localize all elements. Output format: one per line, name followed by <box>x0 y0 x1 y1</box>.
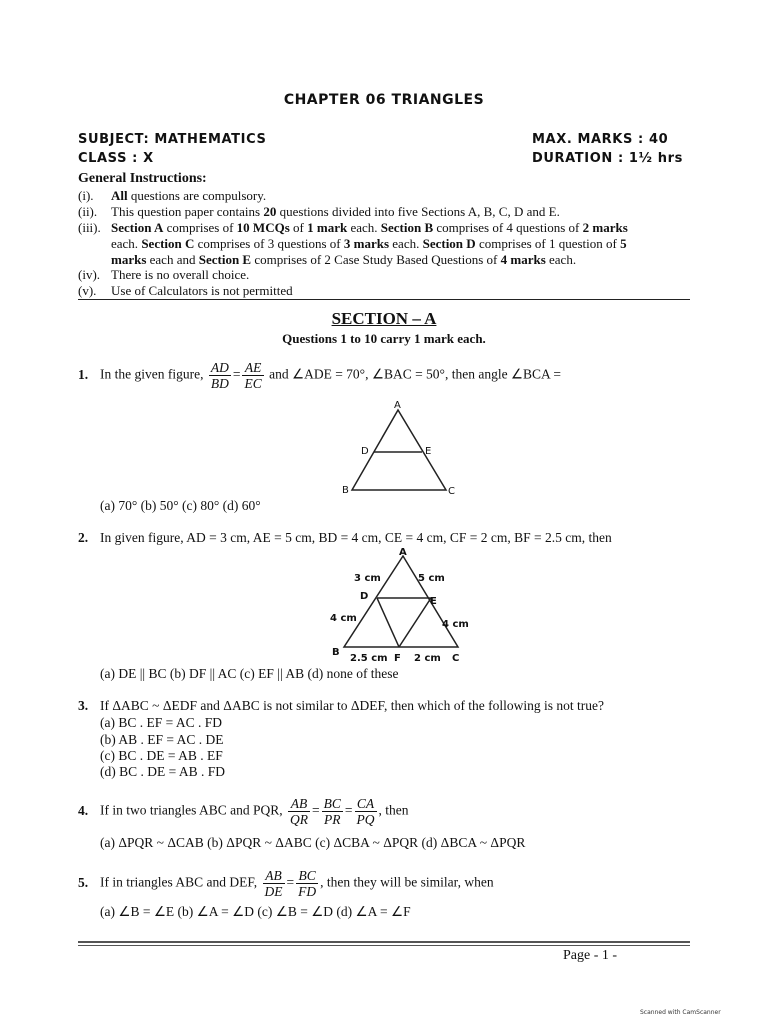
max-marks-label: MAX. MARKS : 40 <box>532 132 669 147</box>
subject-label: SUBJECT: MATHEMATICS <box>78 132 267 147</box>
fraction <box>242 360 263 391</box>
question-text: If in two triangles ABC and PQR, <box>100 802 283 818</box>
instruction-v <box>78 283 293 299</box>
vertex-label-d: D <box>361 446 369 457</box>
instruction-ii <box>78 204 560 220</box>
question-1 <box>78 360 698 391</box>
length-label-ae: 5 cm <box>418 573 445 584</box>
length-label-bd: 4 cm <box>330 613 357 624</box>
instruction-number: (i). <box>78 188 94 203</box>
instruction-number: (v). <box>78 283 97 298</box>
denominator: DE <box>264 884 283 899</box>
instruction-i <box>78 188 266 204</box>
instruction-text: of <box>289 220 308 235</box>
instruction-text: This question paper contains <box>111 204 264 219</box>
question-3-option-d: (d) BC . DE = AB . FD <box>100 764 226 779</box>
denominator: QR <box>290 812 308 827</box>
triangle-figure-2 <box>320 543 470 668</box>
question-number: 4. <box>78 802 89 818</box>
equals-sign: = <box>286 874 295 890</box>
question-4 <box>78 796 409 827</box>
bold-text: 4 marks <box>500 252 546 267</box>
scanner-watermark: Scanned with CamScanner <box>640 1009 721 1016</box>
bold-text: Section A <box>111 220 164 235</box>
numerator: AE <box>242 360 263 376</box>
instruction-text: questions divided into five Sections A, B, C, D and E. <box>276 204 560 219</box>
question-text: In given figure, AD = 3 cm, AE = 5 cm, BD = 4 cm, CE = 4 cm, CF = 2 cm, BF = 2.5 cm, then <box>100 530 612 545</box>
instructions-heading: General Instructions: <box>78 171 207 186</box>
question-3-option-c: (c) BC . DE = AB . EF <box>100 748 223 763</box>
numerator: CA <box>355 796 377 812</box>
question-1-options: (a) 70° (b) 50° (c) 80° (d) 60° <box>100 498 261 513</box>
fraction <box>288 796 310 827</box>
question-text: If ΔABC ~ ΔEDF and ΔABC is not similar to ΔDEF, then which of the following is not true? <box>100 698 605 713</box>
question-text: , then <box>378 802 409 818</box>
fraction <box>322 796 343 827</box>
vertex-label-c: C <box>448 486 455 497</box>
question-number: 2. <box>78 530 89 545</box>
question-5 <box>78 868 494 899</box>
instruction-iii-line3 <box>111 252 576 268</box>
vertex-label-e: E <box>430 596 437 607</box>
footer-divider <box>78 945 690 946</box>
question-text: If in triangles ABC and DEF, <box>100 874 258 890</box>
vertex-label-f: F <box>394 653 401 664</box>
instruction-iv <box>78 267 249 283</box>
triangle-figure-1 <box>330 398 470 498</box>
question-number: 3. <box>78 698 89 713</box>
bold-text: Section E <box>198 252 252 267</box>
question-5-options: (a) ∠B = ∠E (b) ∠A = ∠D (c) ∠B = ∠D (d) ∠A = ∠F <box>100 904 411 919</box>
vertex-label-c: C <box>452 653 460 664</box>
bold-text: Section D <box>422 236 476 251</box>
bold-text: 3 marks <box>343 236 390 251</box>
numerator: BC <box>296 868 318 884</box>
equals-sign: = <box>232 366 241 382</box>
vertex-label-d: D <box>360 591 369 602</box>
duration-label: DURATION : 1½ hrs <box>532 151 683 166</box>
bold-text: marks <box>111 252 147 267</box>
instruction-text: questions are compulsory. <box>127 188 267 203</box>
class-label: CLASS : X <box>78 151 154 166</box>
segment-df <box>377 598 399 647</box>
fraction <box>355 796 377 827</box>
vertex-label-b: B <box>342 485 349 496</box>
instruction-number: (iii). <box>78 220 101 235</box>
equals-sign: = <box>344 802 353 818</box>
question-4-options: (a) ΔPQR ~ ΔCAB (b) ΔPQR ~ ΔABC (c) ΔCBA ~ ΔPQR (d) ΔBCA ~ ΔPQR <box>100 835 526 850</box>
length-label-bf: 2.5 cm <box>350 653 388 664</box>
footer-divider <box>78 941 690 943</box>
numerator: AD <box>210 360 229 375</box>
instruction-number: (iv). <box>78 267 101 282</box>
bold-text: 20 <box>263 204 277 219</box>
vertex-label-b: B <box>332 647 340 658</box>
fraction <box>296 868 318 899</box>
question-text: and ∠ADE = 70°, ∠BAC = 50°, then angle ∠BCA = <box>269 366 562 382</box>
instruction-text: comprises of 3 questions of <box>194 236 344 251</box>
bold-text: 10 MCQs <box>236 220 290 235</box>
bold-text: 2 marks <box>582 220 628 235</box>
bold-text: 1 mark <box>307 220 348 235</box>
bold-text: 5 <box>620 236 627 251</box>
instruction-text: comprises of <box>163 220 237 235</box>
instruction-iii-line2 <box>111 236 627 252</box>
question-3-option-b: (b) AB . EF = AC . DE <box>100 732 224 747</box>
length-label-ce: 4 cm <box>442 619 469 630</box>
instruction-text: There is no overall choice. <box>111 267 250 282</box>
vertex-label-a: A <box>394 400 401 411</box>
numerator: AB <box>288 796 310 812</box>
instruction-text: each. <box>389 236 423 251</box>
instruction-text: each and <box>146 252 199 267</box>
denominator: PR <box>324 812 341 827</box>
length-label-cf: 2 cm <box>414 653 441 664</box>
page-number: Page - 1 - <box>563 948 618 963</box>
question-text: , then they will be similar, when <box>320 874 494 890</box>
numerator: AB <box>263 868 285 884</box>
section-title: SECTION – A <box>331 309 437 328</box>
instruction-text: comprises of 4 questions of <box>433 220 583 235</box>
equals-sign: = <box>312 802 320 818</box>
numerator: BC <box>323 796 341 811</box>
instruction-text: Use of Calculators is not permitted <box>111 283 293 298</box>
divider <box>78 299 690 300</box>
vertex-label-e: E <box>425 446 432 457</box>
instruction-text: comprises of 1 question of <box>475 236 621 251</box>
page-title: CHAPTER 06 TRIANGLES <box>283 92 485 108</box>
section-subtitle: Questions 1 to 10 carry 1 mark each. <box>282 331 486 346</box>
denominator: FD <box>298 884 317 899</box>
instruction-number: (ii). <box>78 204 98 219</box>
instruction-text: each. <box>347 220 381 235</box>
segment-ef <box>399 598 431 647</box>
question-text: In the given figure, <box>100 366 204 382</box>
fraction <box>263 868 285 899</box>
bold-text: Section C <box>141 236 195 251</box>
instruction-text: each. <box>545 252 577 267</box>
vertex-label-a: A <box>399 547 407 558</box>
question-3 <box>78 698 604 714</box>
denominator: PQ <box>356 812 375 827</box>
instruction-iii <box>78 220 698 236</box>
question-3-option-a: (a) BC . EF = AC . FD <box>100 715 223 730</box>
denominator: EC <box>244 376 262 391</box>
instruction-text: comprises of 2 Case Study Based Questions of <box>251 252 501 267</box>
question-2-options: (a) DE || BC (b) DF || AC (c) EF || AB (d) none of these <box>100 666 399 681</box>
question-number: 5. <box>78 874 89 890</box>
denominator: BD <box>210 376 229 391</box>
question-number: 1. <box>78 366 89 382</box>
fraction <box>209 360 231 391</box>
bold-text: All <box>111 188 128 203</box>
length-label-ad: 3 cm <box>354 573 381 584</box>
bold-text: Section B <box>380 220 434 235</box>
instruction-text: each. <box>111 236 142 251</box>
